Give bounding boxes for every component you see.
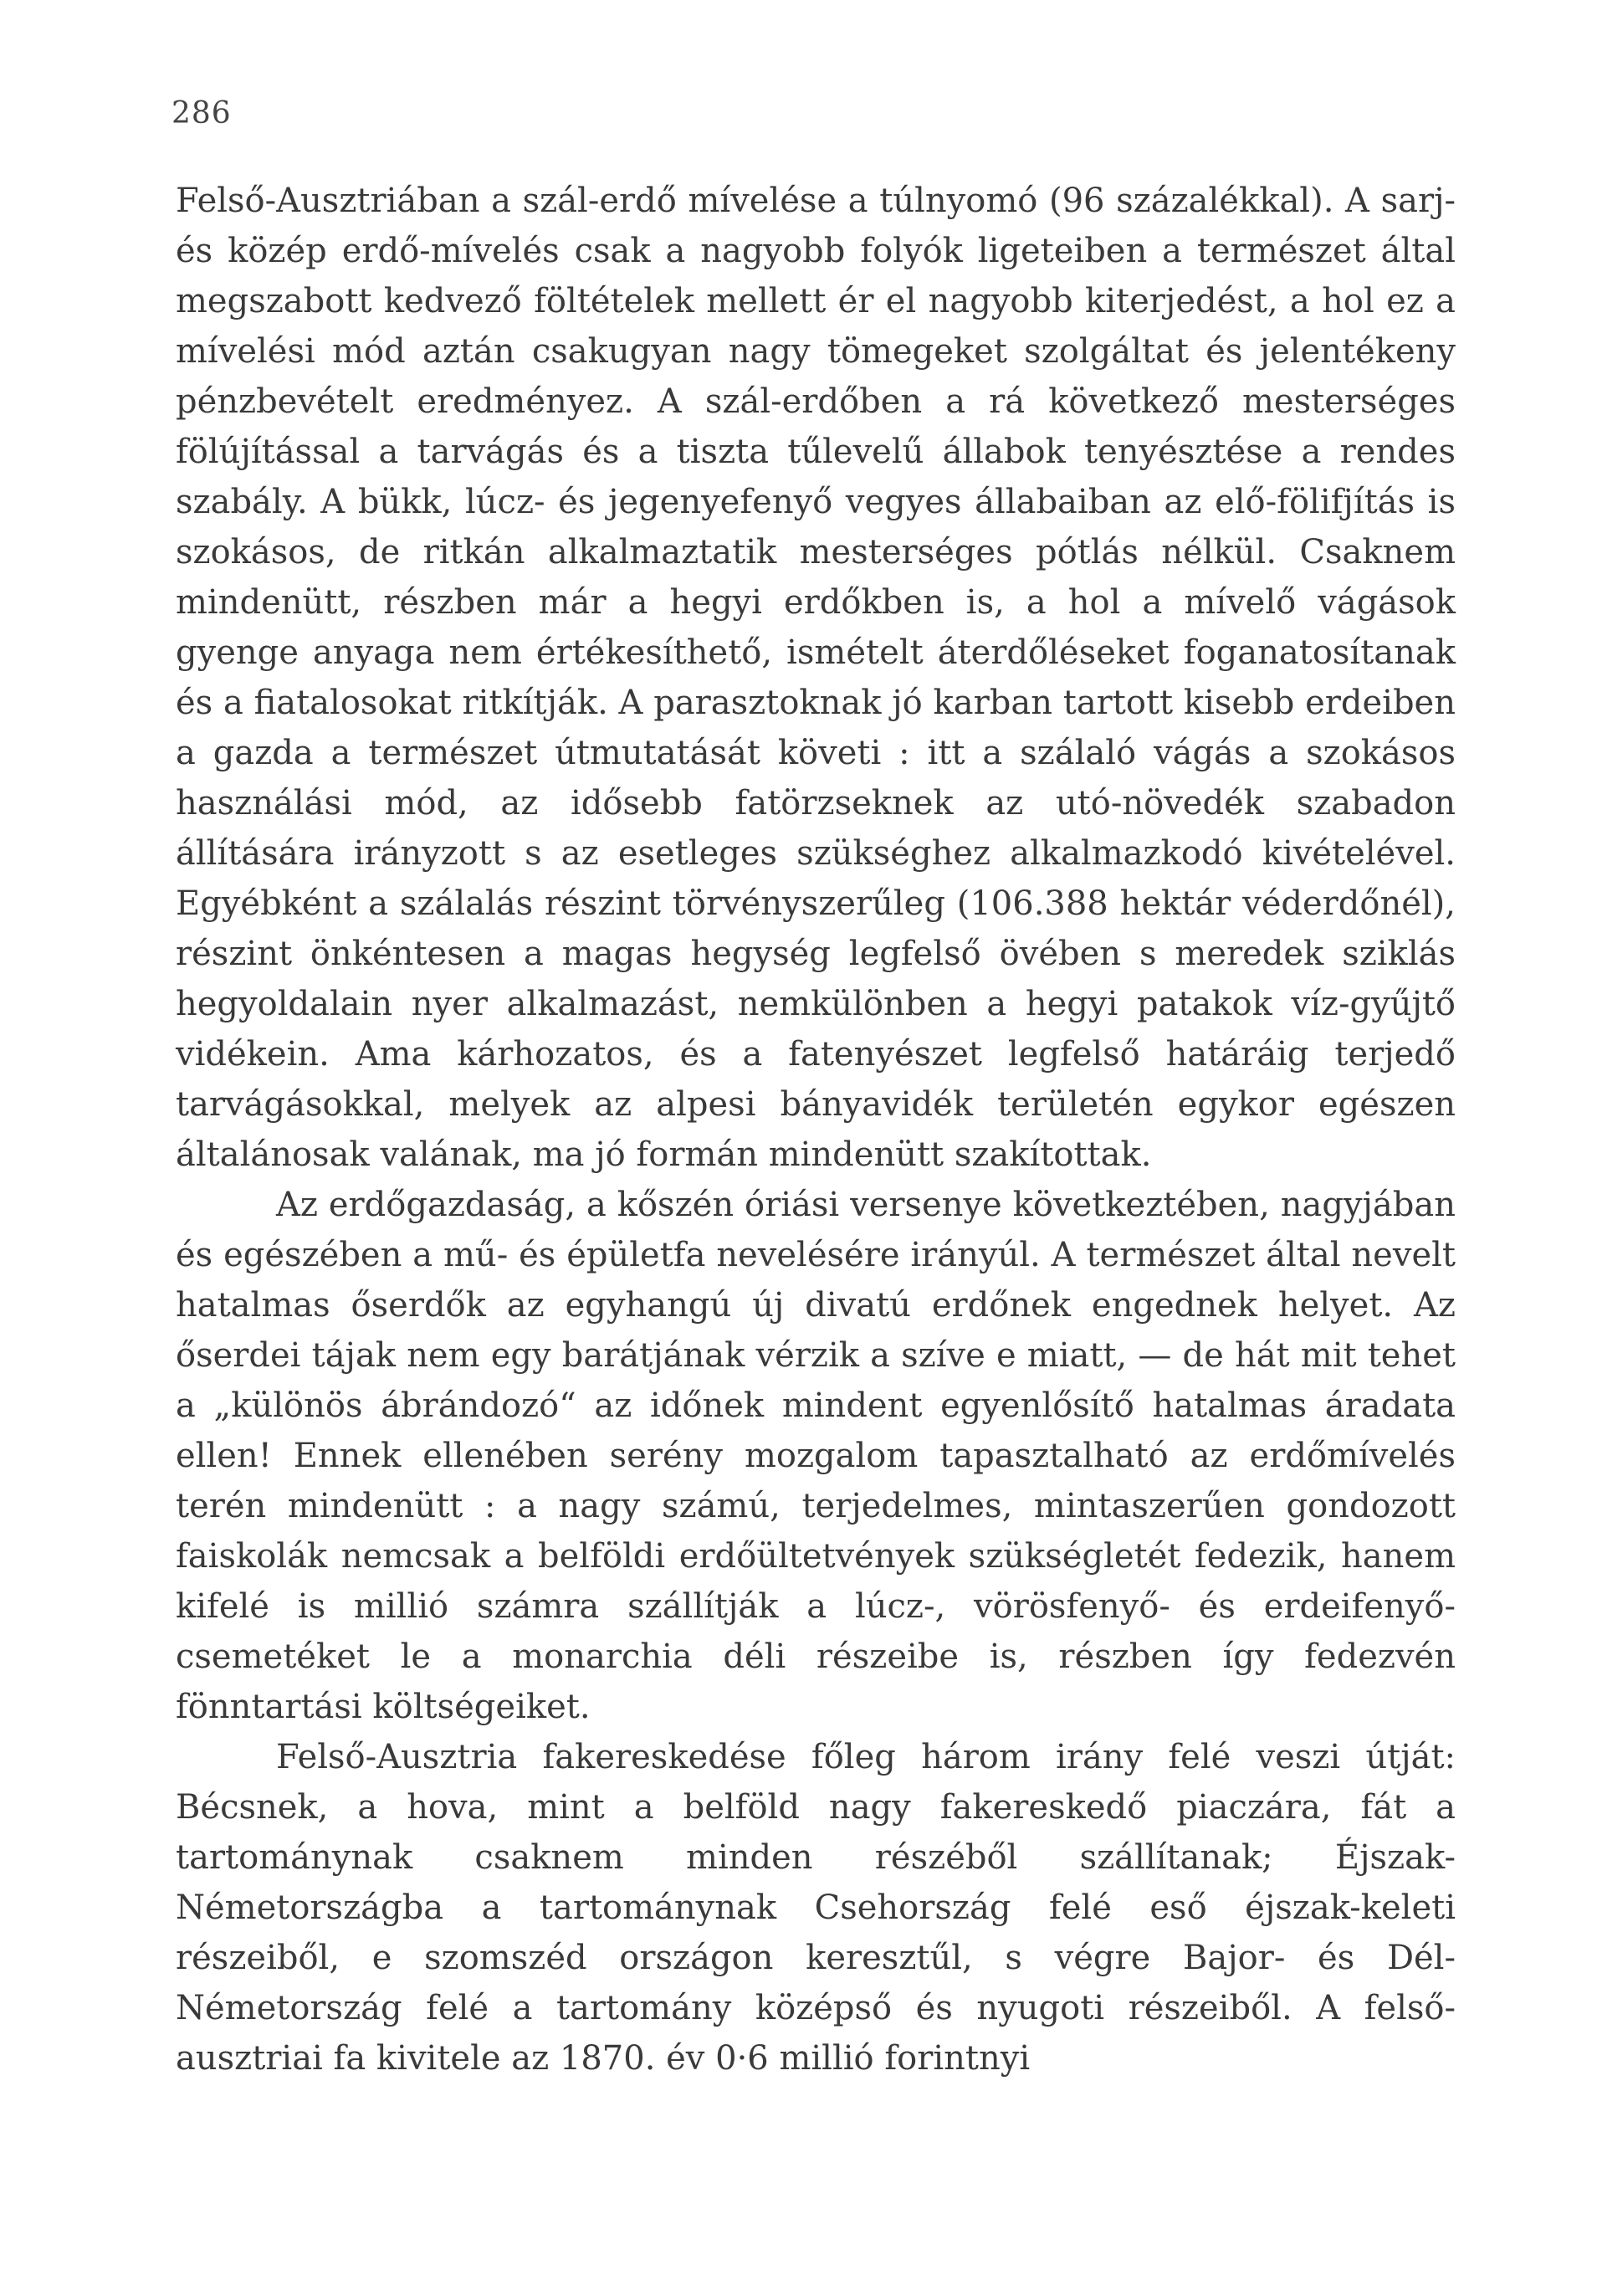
body-text — [176, 176, 1456, 2083]
paragraph-1: Felső-Ausztriában a szál-erdő mívelése a túlnyomó (96 százalékkal). A sarj- és közép erdő-mívelés csak a nagyobb folyók ligeteiben a természet által megszabott kedvező föltételek mellett ér el nagyobb kiterjedést, a hol ez a mívelési mód aztán csakugyan nagy tömegeket szolgáltat és jelentékeny pénzbevételt eredményez. A szál-erdőben a rá következő mesterséges fölújítással a tarvágás és a tiszta tűlevelű állabok tenyésztése a rendes szabály. A bükk, lúcz- és jegenyefenyő vegyes állabaiban az elő-fölifjítás is szokásos, de ritkán alkalmaztatik mesterséges pótlás nélkül. Csaknem mindenütt, részben már a hegyi erdőkben is, a hol a mívelő vágások gyenge anyaga nem értékesíthető, ismételt áterdőléseket foganatosítanak és a fiatalosokat ritkítják. A parasztoknak jó karban tartott kisebb erdeiben a gazda a természet útmutatását követi : itt a szálaló vágás a szokásos használási mód, az idősebb fatörzseknek az utó-növedék szabadon állítására irányzott s az esetleges szükséghez alkalmazkodó kivételével. Egyébként a szálalás részint törvényszerűleg (106.388 hektár véderdőnél), részint önkéntesen a magas hegység legfelső övében s meredek sziklás hegyoldalain nyer alkalmazást, nemkülönben a hegyi patakok víz-gyűjtő vidékein. Ama kárhozatos, és a fatenyészet legfelső határáig terjedő tarvágásokkal, melyek az alpesi bányavidék területén egykor egészen általánosak valának, ma jó formán mindenütt szakítottak. — [176, 182, 1456, 1174]
paragraph-3: Felső-Ausztria fakereskedése főleg három irány felé veszi útját: Bécsnek, a hova, mint a belföld nagy fakereskedő piaczára, fát a tartománynak csaknem minden részéből szállítanak; Éjszak-Németországba a tartománynak Csehország felé eső éjszak-keleti részeiből, e szomszéd országon keresztűl, s végre Bajor- és Dél-Németország felé a tartomány középső és nyugoti részeiből. A felső-ausztriai fa kivitele az 1870. év 0·6 millió forintnyi — [176, 1738, 1456, 2078]
page-number: 286 — [171, 96, 232, 131]
paragraph-2: Az erdőgazdaság, a kőszén óriási versenye következtében, nagyjában és egészében a mű- és épületfa nevelésére irányúl. A természet által nevelt hatalmas őserdők az egyhangú új divatú erdőnek engednek helyet. Az őserdei tájak nem egy barátjának vérzik a szíve e miatt, — de hát mit tehet a „különös ábrándozó“ az időnek mindent egyenlősítő hatalmas áradata ellen! Ennek ellenében serény mozgalom tapasztalható az erdőmívelés terén mindenütt : a nagy számú, terjedelmes, mintaszerűen gondozott faiskolák nemcsak a belföldi erdőültetvények szükségletét fedezik, hanem kifelé is millió számra szállítják a lúcz-, vörösfenyő- és erdeifenyő-csemetéket le a monarchia déli részeibe is, részben így fedezvén fönntartási költségeiket. — [176, 1186, 1456, 1726]
